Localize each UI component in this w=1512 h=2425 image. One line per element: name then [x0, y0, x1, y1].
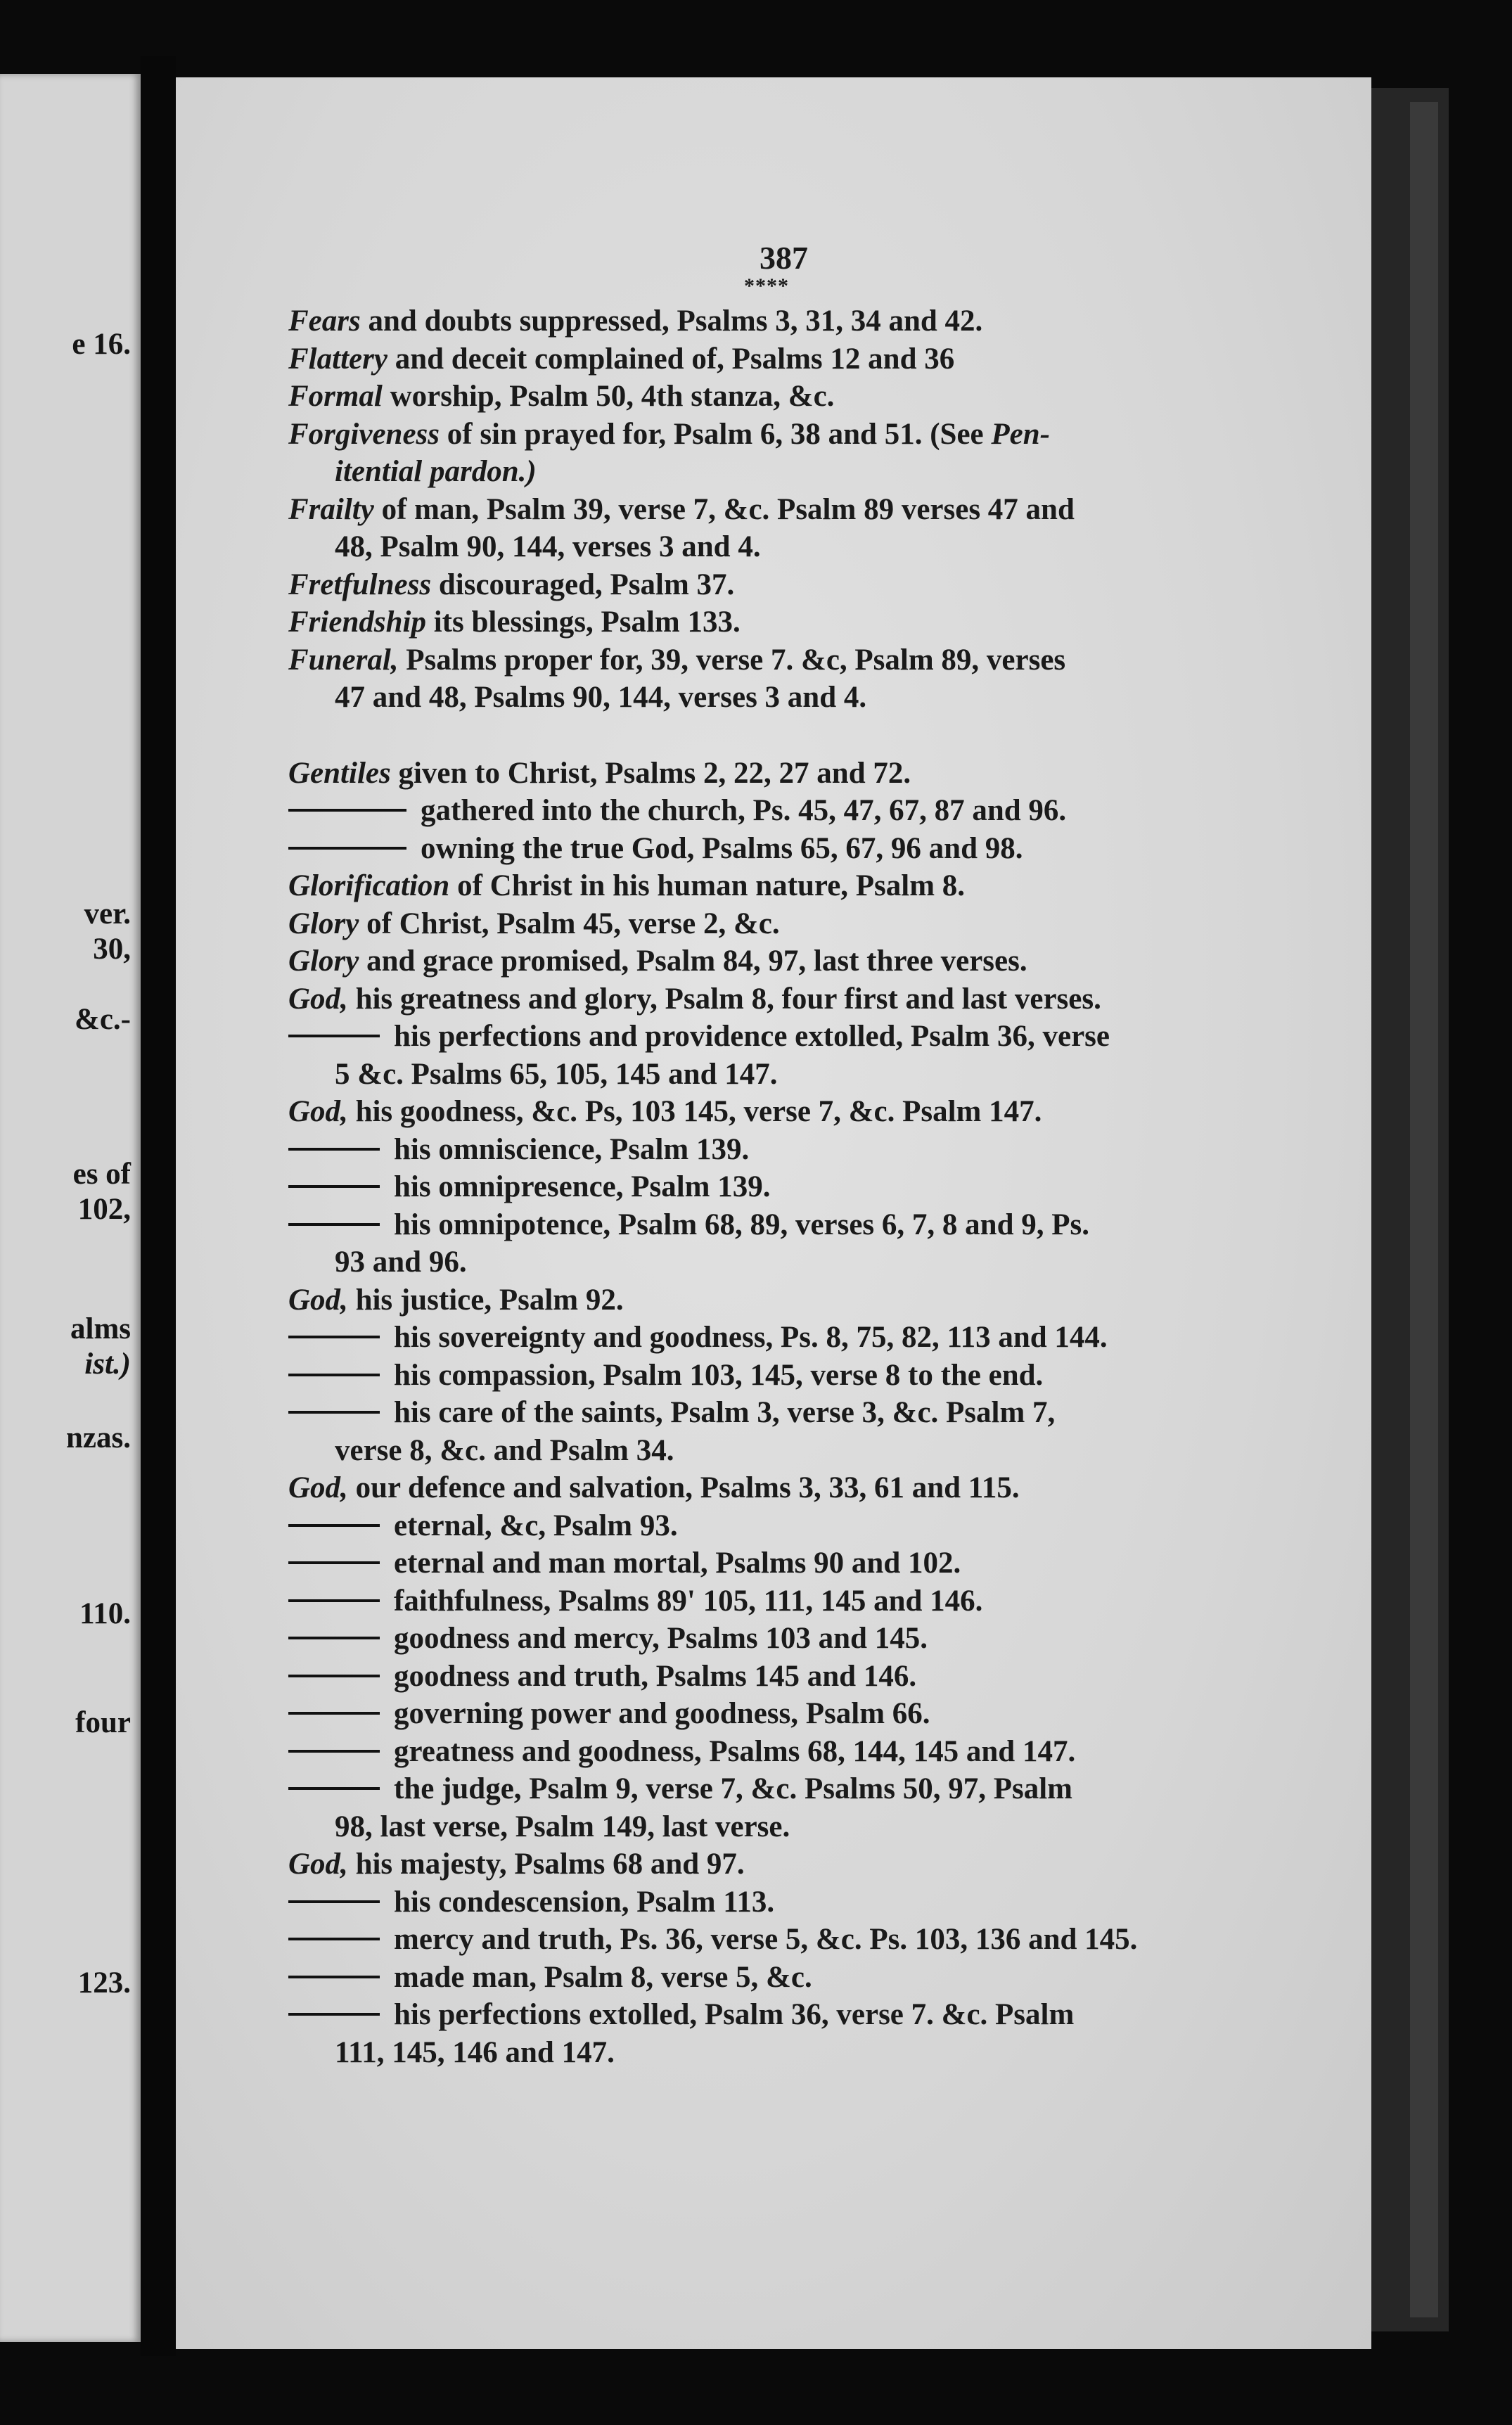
- ditto-dash: [288, 1900, 380, 1903]
- index-entry-continuation: [288, 453, 1266, 491]
- index-entry: [288, 1996, 1266, 2034]
- page-number: 387: [760, 240, 808, 276]
- ditto-dash: [288, 1411, 380, 1414]
- index-entry: [288, 1695, 1266, 1733]
- page-edge: [1371, 88, 1449, 2331]
- index-reference: and doubts suppressed, Psalms 3, 31, 34 and 42.: [360, 305, 983, 338]
- index-entry: [288, 1281, 1266, 1319]
- index-entry: [288, 1883, 1266, 1921]
- index-reference: greatness and goodness, Psalms 68, 144, 145 and 147.: [394, 1734, 1076, 1768]
- ditto-dash: [288, 1185, 380, 1188]
- index-entry: [288, 566, 1266, 604]
- index-reference: 48, Psalm 90, 144, verses 3 and 4.: [335, 530, 761, 563]
- book-gutter: [141, 56, 176, 2356]
- index-term: God,: [288, 1283, 348, 1317]
- index-reference: 5 &c. Psalms 65, 105, 145 and 147.: [335, 1057, 778, 1091]
- index-entry-continuation: [288, 1056, 1266, 1094]
- index-term: Forgiveness: [288, 417, 440, 451]
- index-entry: [288, 1469, 1266, 1507]
- margin-fragment: es of: [72, 1158, 131, 1191]
- index-reference: discouraged, Psalm 37.: [431, 568, 735, 601]
- index-entry: [288, 1131, 1266, 1169]
- index-entry: [288, 1018, 1266, 1056]
- ditto-dash: [288, 2013, 380, 2016]
- index-reference: 111, 145, 146 and 147.: [335, 2035, 615, 2069]
- index-term: God,: [288, 1095, 348, 1128]
- index-reference: governing power and goodness, Psalm 66.: [394, 1697, 930, 1730]
- index-reference: his compassion, Psalm 103, 145, verse 8 to the end.: [394, 1358, 1044, 1392]
- ditto-dash: [288, 1637, 380, 1639]
- index-reference: of Christ, Psalm 45, verse 2, &c.: [359, 907, 780, 940]
- index-reference: of Christ in his human nature, Psalm 8.: [449, 869, 966, 902]
- index-entry: [288, 1206, 1266, 1244]
- ditto-dash: [288, 1599, 380, 1602]
- index-reference: his majesty, Psalms 68 and 97.: [347, 1848, 745, 1881]
- index-term: Formal: [288, 380, 383, 413]
- margin-fragment: &c.-: [75, 1003, 131, 1036]
- index-reference: goodness and mercy, Psalms 103 and 145.: [394, 1622, 928, 1655]
- margin-fragment: e 16.: [72, 328, 131, 361]
- index-reference: 47 and 48, Psalms 90, 144, verses 3 and 4.: [335, 681, 867, 714]
- margin-fragment: 123.: [77, 1966, 131, 1999]
- index-reference: goodness and truth, Psalms 145 and 146.: [394, 1659, 917, 1693]
- margin-fragment: nzas.: [66, 1421, 131, 1454]
- ditto-dash: [288, 847, 406, 850]
- ditto-dash: [288, 1524, 380, 1527]
- index-term: Funeral,: [288, 643, 399, 677]
- index-entry: [288, 416, 1266, 454]
- margin-fragment: ist.): [84, 1348, 131, 1381]
- ditto-dash: [288, 1976, 380, 1978]
- index-entry: [288, 1921, 1266, 1959]
- index-reference: eternal and man mortal, Psalms 90 and 102.: [394, 1547, 961, 1580]
- index-entry: [288, 1582, 1266, 1620]
- index-reference: and deceit complained of, Psalms 12 and 36: [387, 342, 955, 376]
- index-entry: [288, 830, 1266, 868]
- index-reference: verse 8, &c. and Psalm 34.: [335, 1433, 674, 1467]
- index-entry: [288, 1770, 1266, 1808]
- ditto-dash: [288, 1148, 380, 1151]
- margin-fragment: 102,: [77, 1193, 131, 1226]
- index-reference: his justice, Psalm 92.: [347, 1283, 624, 1317]
- index-reference: mercy and truth, Ps. 36, verse 5, &c. Ps. 103, 136 and 145.: [394, 1923, 1138, 1956]
- index-entry: [288, 905, 1266, 943]
- ditto-dash: [288, 1675, 380, 1677]
- index-reference: his condescension, Psalm 113.: [394, 1885, 775, 1919]
- index-entry: [288, 1319, 1266, 1357]
- index-entry-continuation: [288, 1808, 1266, 1846]
- index-entry-continuation: [288, 2034, 1266, 2072]
- index-reference: his omniscience, Psalm 139.: [394, 1132, 750, 1166]
- index-entry: [288, 1620, 1266, 1658]
- index-reference: faithfulness, Psalms 89' 105, 111, 145 and 146.: [394, 1584, 983, 1618]
- index-entry: [288, 1507, 1266, 1545]
- index-entry: [288, 603, 1266, 641]
- index-term: Frailty: [288, 492, 374, 526]
- index-reference: his care of the saints, Psalm 3, verse 3, &c. Psalm 7,: [394, 1396, 1056, 1429]
- index-term: Friendship: [288, 606, 426, 639]
- index-reference: his perfections extolled, Psalm 36, verse 7. &c. Psalm: [394, 1998, 1075, 2031]
- index-term: itential pardon.): [335, 455, 537, 488]
- index-reference: his perfections and providence extolled, Psalm 36, verse: [394, 1020, 1110, 1053]
- index-entry: [288, 302, 1266, 340]
- ditto-dash: [288, 1787, 380, 1790]
- index-entry: [288, 1093, 1266, 1131]
- index-entries: [288, 302, 1266, 2071]
- index-term: Glorification: [288, 869, 450, 902]
- index-entry: [288, 1544, 1266, 1582]
- index-entry: [288, 1357, 1266, 1395]
- index-entry-continuation: [288, 1243, 1266, 1281]
- index-entry: [288, 1658, 1266, 1696]
- index-term: Fears: [288, 305, 361, 338]
- ditto-dash: [288, 1750, 380, 1753]
- index-term: God,: [288, 982, 348, 1016]
- ditto-dash: [288, 1561, 380, 1564]
- index-entry: [288, 942, 1266, 980]
- index-entry: [288, 1394, 1266, 1432]
- index-reference: 98, last verse, Psalm 149, last verse.: [335, 1810, 790, 1843]
- index-entry: [288, 1959, 1266, 1997]
- ditto-dash: [288, 1223, 380, 1226]
- previous-page: [0, 74, 141, 2342]
- index-reference: gathered into the church, Ps. 45, 47, 67, 87 and 96.: [421, 794, 1067, 827]
- index-reference: his goodness, &c. Ps, 103 145, verse 7, &c. Psalm 147.: [347, 1095, 1042, 1128]
- index-reference: eternal, &c, Psalm 93.: [394, 1509, 678, 1542]
- index-reference: of sin prayed for, Psalm 6, 38 and 51. (See: [440, 417, 992, 451]
- index-reference: made man, Psalm 8, verse 5, &c.: [394, 1960, 812, 1994]
- index-term: Flattery: [288, 342, 387, 376]
- index-reference: owning the true God, Psalms 65, 67, 96 and 98.: [421, 831, 1023, 865]
- index-reference: Psalms proper for, 39, verse 7. &c, Psalm 89, verses: [398, 643, 1066, 677]
- index-entry: [288, 980, 1266, 1018]
- index-reference: his sovereignty and goodness, Ps. 8, 75, 82, 113 and 144.: [394, 1321, 1108, 1354]
- index-entry: [288, 755, 1266, 793]
- index-entry: [288, 340, 1266, 378]
- index-entry: [288, 641, 1266, 679]
- index-reference: his greatness and glory, Psalm 8, four first and last verses.: [347, 982, 1101, 1016]
- ditto-dash: [288, 1336, 380, 1338]
- index-entry-continuation: [288, 528, 1266, 566]
- index-entry: [288, 1845, 1266, 1883]
- index-reference: 93 and 96.: [335, 1246, 467, 1279]
- index-reference: of man, Psalm 39, verse 7, &c. Psalm 89 verses 47 and: [373, 492, 1075, 526]
- index-reference: his omnipresence, Psalm 139.: [394, 1170, 771, 1203]
- ditto-dash: [288, 809, 406, 812]
- index-entry-continuation: [288, 1432, 1266, 1470]
- index-reference: worship, Psalm 50, 4th stanza, &c.: [382, 380, 835, 413]
- index-entry: [288, 1168, 1266, 1206]
- index-reference: given to Christ, Psalms 2, 22, 27 and 72.: [390, 756, 911, 790]
- index-term: God,: [288, 1471, 348, 1504]
- index-entry: [288, 378, 1266, 416]
- index-term: Pen-: [991, 417, 1050, 451]
- index-term: Fretfulness: [288, 568, 432, 601]
- index-reference: and grace promised, Psalm 84, 97, last three verses.: [359, 945, 1027, 978]
- index-term: Glory: [288, 907, 359, 940]
- index-term: Glory: [288, 945, 359, 978]
- ornament: ****: [744, 274, 789, 297]
- index-entry-continuation: [288, 679, 1266, 717]
- section-gap: [288, 717, 1266, 755]
- margin-fragment: ver.: [84, 897, 131, 930]
- ditto-dash: [288, 1035, 380, 1037]
- index-entry: [288, 792, 1266, 830]
- index-reference: its blessings, Psalm 133.: [425, 606, 741, 639]
- margin-fragment: 30,: [93, 933, 131, 966]
- index-entry: [288, 1733, 1266, 1771]
- margin-fragment: four: [75, 1706, 131, 1739]
- ditto-dash: [288, 1938, 380, 1940]
- index-term: Gentiles: [288, 756, 391, 790]
- index-reference: his omnipotence, Psalm 68, 89, verses 6, 7, 8 and 9, Ps.: [394, 1208, 1089, 1241]
- index-term: God,: [288, 1848, 348, 1881]
- margin-fragment: alms: [70, 1312, 131, 1345]
- margin-fragment: 110.: [79, 1597, 131, 1630]
- index-entry: [288, 867, 1266, 905]
- index-reference: the judge, Psalm 9, verse 7, &c. Psalms 50, 97, Psalm: [394, 1772, 1072, 1805]
- ditto-dash: [288, 1712, 380, 1715]
- index-entry: [288, 491, 1266, 529]
- ditto-dash: [288, 1374, 380, 1376]
- index-reference: our defence and salvation, Psalms 3, 33, 61 and 115.: [347, 1471, 1020, 1504]
